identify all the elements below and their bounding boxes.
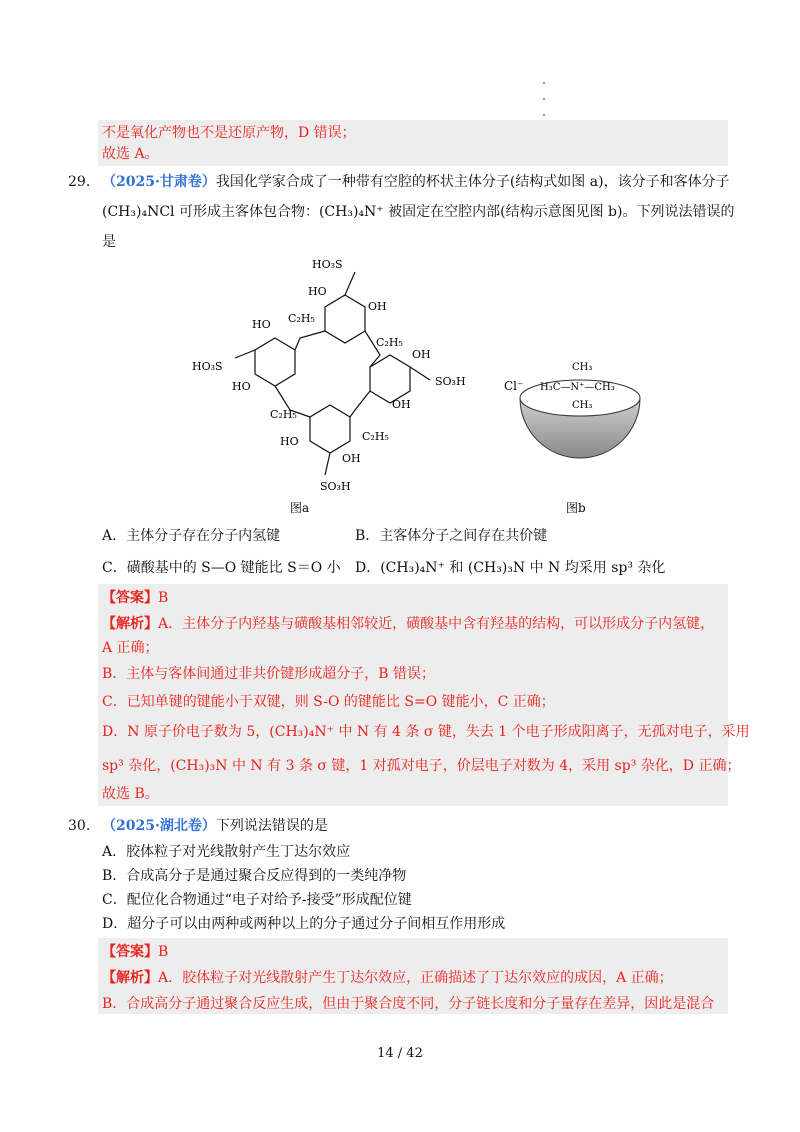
decor-dot (543, 114, 545, 116)
hydroxyl-label: HO (280, 435, 299, 448)
analysis-text: D．N 原子价电子数为 5，(CH₃)₄N⁺ 中 N 有 4 条 σ 键，失去 1 个电子形成阳离子，无孤对电子，采用 (102, 724, 750, 740)
figure-b-caption: 图b (566, 501, 586, 515)
analysis-tag: 【解析】 (102, 616, 158, 632)
hydroxyl-label: OH (412, 348, 431, 361)
chloride-label: Cl⁻ (504, 379, 524, 393)
question-stem-line (102, 202, 734, 222)
methyl-label: CH₃ (572, 400, 593, 411)
analysis-text: sp³ 杂化，(CH₃)₃N 中 N 有 3 条 σ 键，1 对孤对电子，价层电子对数为 4，采用 sp³ 杂化，D 正确； (102, 758, 741, 774)
analysis-tag: 【解析】 (102, 970, 158, 986)
prev-conclusion: 故选 A。 (102, 146, 159, 162)
question-number: 30. (68, 818, 91, 834)
hydroxyl-label: OH (392, 398, 411, 411)
question-text: (CH₃)₄N⁺ 被固定在空腔内部(结构示意图见图 b)。下列说法错误的 (318, 204, 735, 220)
hydroxyl-label: HO (252, 318, 271, 331)
prev-analysis-line: 不是氧化产物也不是还原产物，D 错误； (102, 125, 356, 141)
decor-dot (543, 82, 545, 84)
answer-tag: 【答案】 (102, 590, 158, 606)
host-guest-diagram (500, 340, 660, 520)
ethyl-label: C₂H₅ (362, 430, 389, 443)
option-c: C．磺酸基中的 S—O 键能比 S＝O 小 (102, 560, 341, 576)
analysis-line (102, 968, 673, 988)
analysis-text: B．主体与客体间通过非共价键形成超分子，B 错误； (102, 666, 436, 682)
question-source: （2025·湖北卷） (102, 818, 216, 834)
decor-dot (543, 98, 545, 100)
so3h-label: SO₃H (320, 480, 351, 493)
question-stem-line (102, 172, 730, 192)
so3h-label: SO₃H (435, 375, 466, 388)
hydroxyl-label: HO (232, 380, 251, 393)
question-text: 下列说法错误的是 (215, 818, 328, 834)
option-b: B．主客体分子之间存在共价键 (355, 528, 548, 544)
answer-line (102, 588, 168, 608)
analysis-line (102, 614, 714, 634)
analysis-text: C．已知单键的键能小于双键，则 S-O 的键能比 S=O 键能小，C 正确； (102, 694, 555, 710)
question-number: 29. (68, 174, 91, 190)
question-stem-line (102, 816, 328, 836)
hydroxyl-label: OH (368, 300, 387, 313)
so3h-label: HO₃S (192, 360, 223, 373)
answer-line (102, 942, 168, 962)
question-text: (CH₃)₄NCl 可形成主客体包合物： (102, 204, 319, 220)
page-number: 14 / 42 (377, 1046, 423, 1061)
option-a: A．胶体粒子对光线散射产生丁达尔效应 (102, 844, 351, 860)
methyl-label: CH₃ (572, 362, 593, 373)
analysis-text: A．胶体粒子对光线散射产生丁达尔效应，正确描述了丁达尔效应的成因，A 正确； (158, 970, 673, 986)
figure-a-caption: 图a (290, 501, 310, 515)
ethyl-label: C₂H₅ (288, 312, 315, 325)
analysis-text: A 正确； (102, 640, 159, 656)
question-text: 我国化学家合成了一种带有空腔的杯状主体分子(结构式如图 a)，该分子和客体分子 (215, 174, 730, 190)
option-d: D．超分子可以由两种或两种以上的分子通过分子间相互作用形成 (102, 916, 506, 932)
figure-a (180, 250, 500, 520)
analysis-text: B．合成高分子通过聚合反应生成，但由于聚合度不同，分子链长度和分子量存在差异，因此是混合 (102, 996, 715, 1012)
figure-b (500, 340, 660, 520)
ammonium-label: H₃C—N⁺—CH₃ (540, 382, 615, 393)
option-b: B．合成高分子是通过聚合反应得到的一类纯净物 (102, 868, 407, 884)
hydroxyl-label: HO (308, 285, 327, 298)
so3h-label: HO₃S (312, 258, 343, 271)
calixarene-structure-diagram (180, 250, 500, 520)
question-source: （2025·甘肃卷） (102, 174, 216, 190)
option-d: D．(CH₃)₄N⁺ 和 (CH₃)₃N 中 N 均采用 sp³ 杂化 (355, 560, 666, 576)
ethyl-label: C₂H₅ (270, 408, 297, 421)
analysis-conclusion: 故选 B。 (102, 786, 159, 802)
option-c: C．配位化合物通过“电子对给予-接受”形成配位键 (102, 892, 412, 908)
hydroxyl-label: OH (342, 452, 361, 465)
analysis-text: A．主体分子内羟基与磺酸基相邻较近，磺酸基中含有羟基的结构，可以形成分子内氢键， (158, 616, 715, 632)
question-stem-line: 是 (102, 234, 116, 250)
ethyl-label: C₂H₅ (376, 336, 403, 349)
answer-tag: 【答案】 (102, 944, 158, 960)
option-a: A．主体分子存在分子内氢键 (102, 528, 281, 544)
answer-value: B (158, 590, 169, 606)
answer-value: B (158, 944, 169, 960)
